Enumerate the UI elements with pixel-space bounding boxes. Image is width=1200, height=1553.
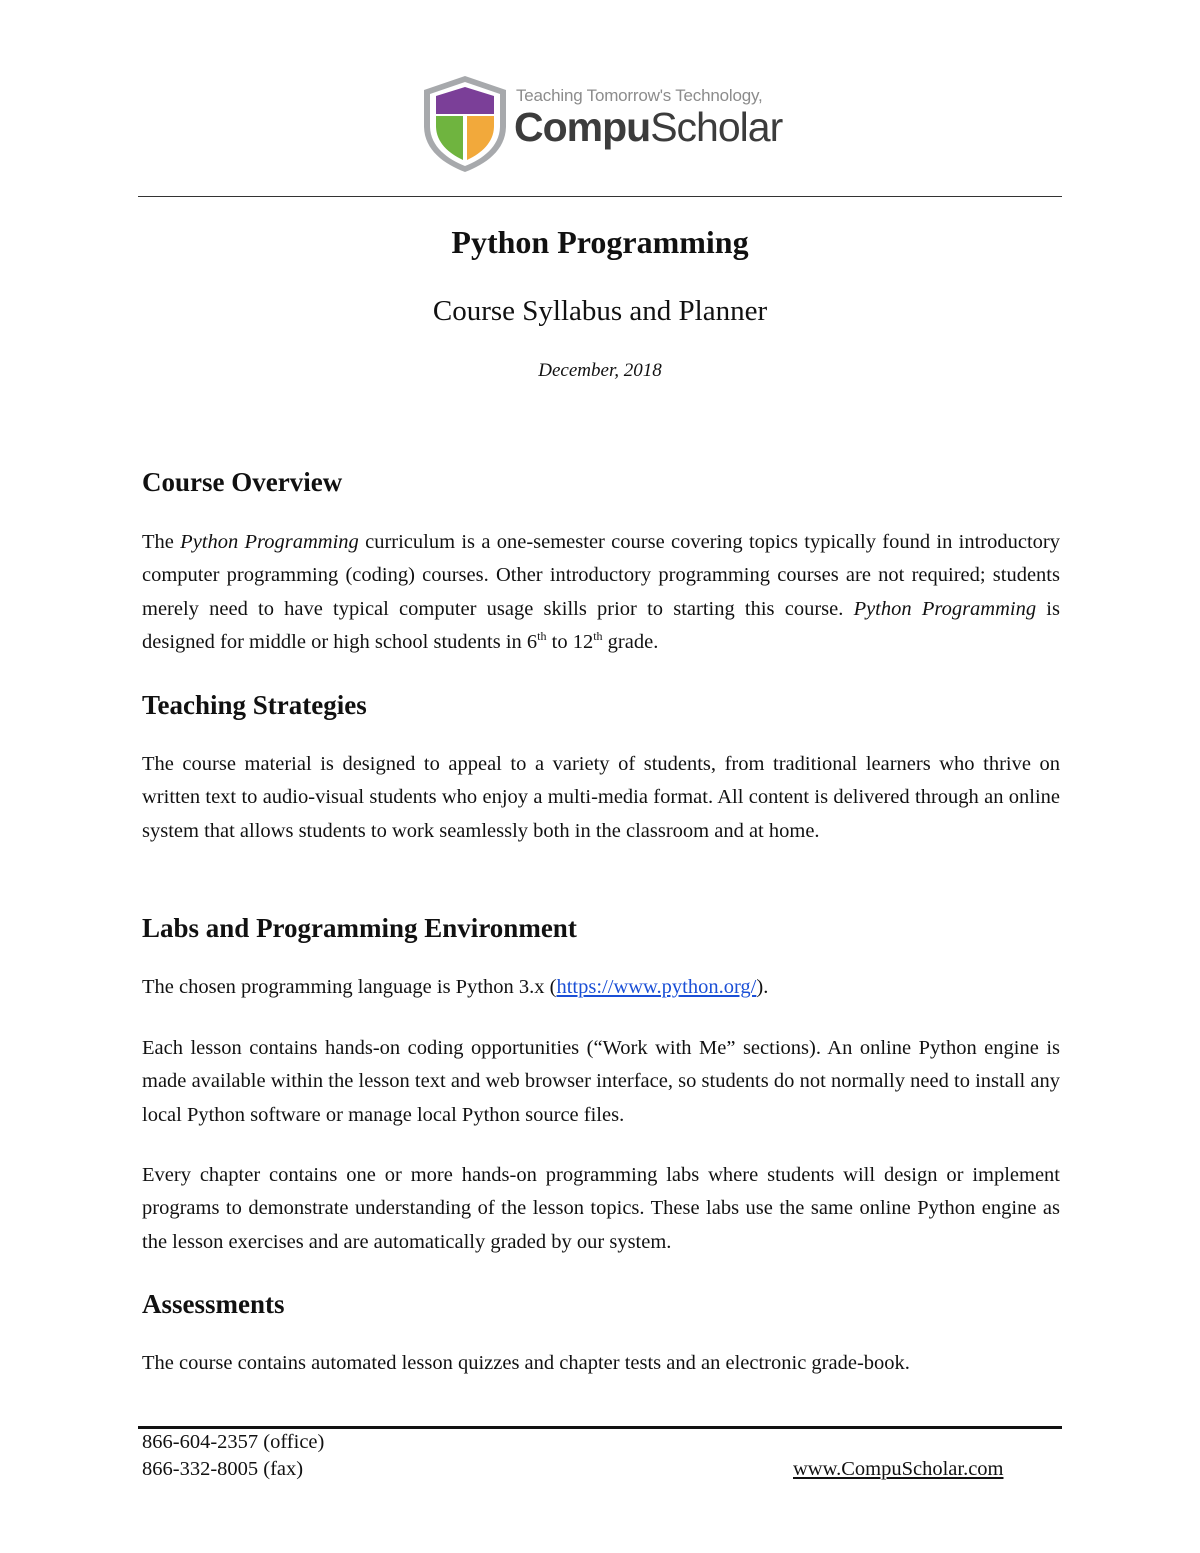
text-run: to 12	[546, 631, 594, 654]
shield-logo-icon	[422, 74, 508, 174]
heading-teaching-strategies: Teaching Strategies	[142, 690, 367, 720]
paragraph-labs-chapters: Every chapter contains one or more hands-on programming labs where students will design or implement programs to demonstrate understanding of the lesson topics. These labs use the same online Python engine as the lesson exercises and are automatically graded by our system.	[142, 1164, 1060, 1253]
heading-assessments: Assessments	[142, 1289, 285, 1319]
heading-course-overview: Course Overview	[142, 467, 343, 497]
text-run: The	[142, 531, 181, 553]
document-subtitle: Course Syllabus and Planner	[432, 295, 768, 327]
logo-brand-name	[514, 104, 782, 151]
header-divider	[138, 196, 1062, 197]
logo-brand-light: Scholar	[650, 104, 783, 150]
text-run: The chosen programming language is Python 3.x (	[142, 976, 557, 998]
document-title: Python Programming	[451, 224, 749, 260]
paragraph-assessments: The course contains automated lesson quizzes and chapter tests and an electronic grade-book.	[142, 1352, 910, 1374]
superscript: th	[593, 629, 603, 644]
python-org-link[interactable]: https://www.python.org/	[556, 976, 757, 998]
text-run: grade.	[602, 631, 659, 654]
footer-office-phone: 866-604-2357 (office)	[142, 1431, 325, 1453]
paragraph-labs-lessons: Each lesson contains hands-on coding opportunities (“Work with Me” sections). An online Python engine is made available within the lesson text and web browser interface, so students do not normally need to install any local Python software or manage local Python source files.	[142, 1037, 1060, 1126]
footer-website-link[interactable]: www.CompuScholar.com	[793, 1458, 1004, 1480]
footer-fax: 866-332-8005 (fax)	[142, 1458, 304, 1480]
document-date: December, 2018	[538, 360, 662, 381]
text-run: is designed for middle or high school students in 6	[142, 597, 1060, 654]
text-run: curriculum is a one-semester course covering topics typically found in introductory computer programming (coding) courses. Other introductory programming courses are not required; students merely need to have typical computer usage skills prior to starting this course.	[142, 531, 1060, 620]
paragraph-teaching-strategies: The course material is designed to appeal to a variety of students, from traditional learners who thrive on written text to audio-visual students who enjoy a multi-media format. All content is delivered through an online system that allows students to work seamlessly both in the classroom and at home.	[142, 753, 1060, 842]
text-run: ).	[756, 976, 769, 998]
superscript: th	[537, 629, 547, 644]
logo-tagline: Teaching Tomorrow's Technology,	[516, 86, 763, 105]
footer-divider	[138, 1426, 1062, 1429]
compuscholar-logo	[422, 74, 802, 176]
heading-labs-environment: Labs and Programming Environment	[142, 913, 577, 943]
italic-course-name: Python Programming	[853, 597, 1037, 620]
paragraph-course-overview	[142, 526, 1060, 660]
logo-brand-bold: Compu	[514, 104, 651, 150]
paragraph-labs-language	[142, 971, 1060, 1004]
italic-course-name: Python Programming	[180, 531, 359, 553]
